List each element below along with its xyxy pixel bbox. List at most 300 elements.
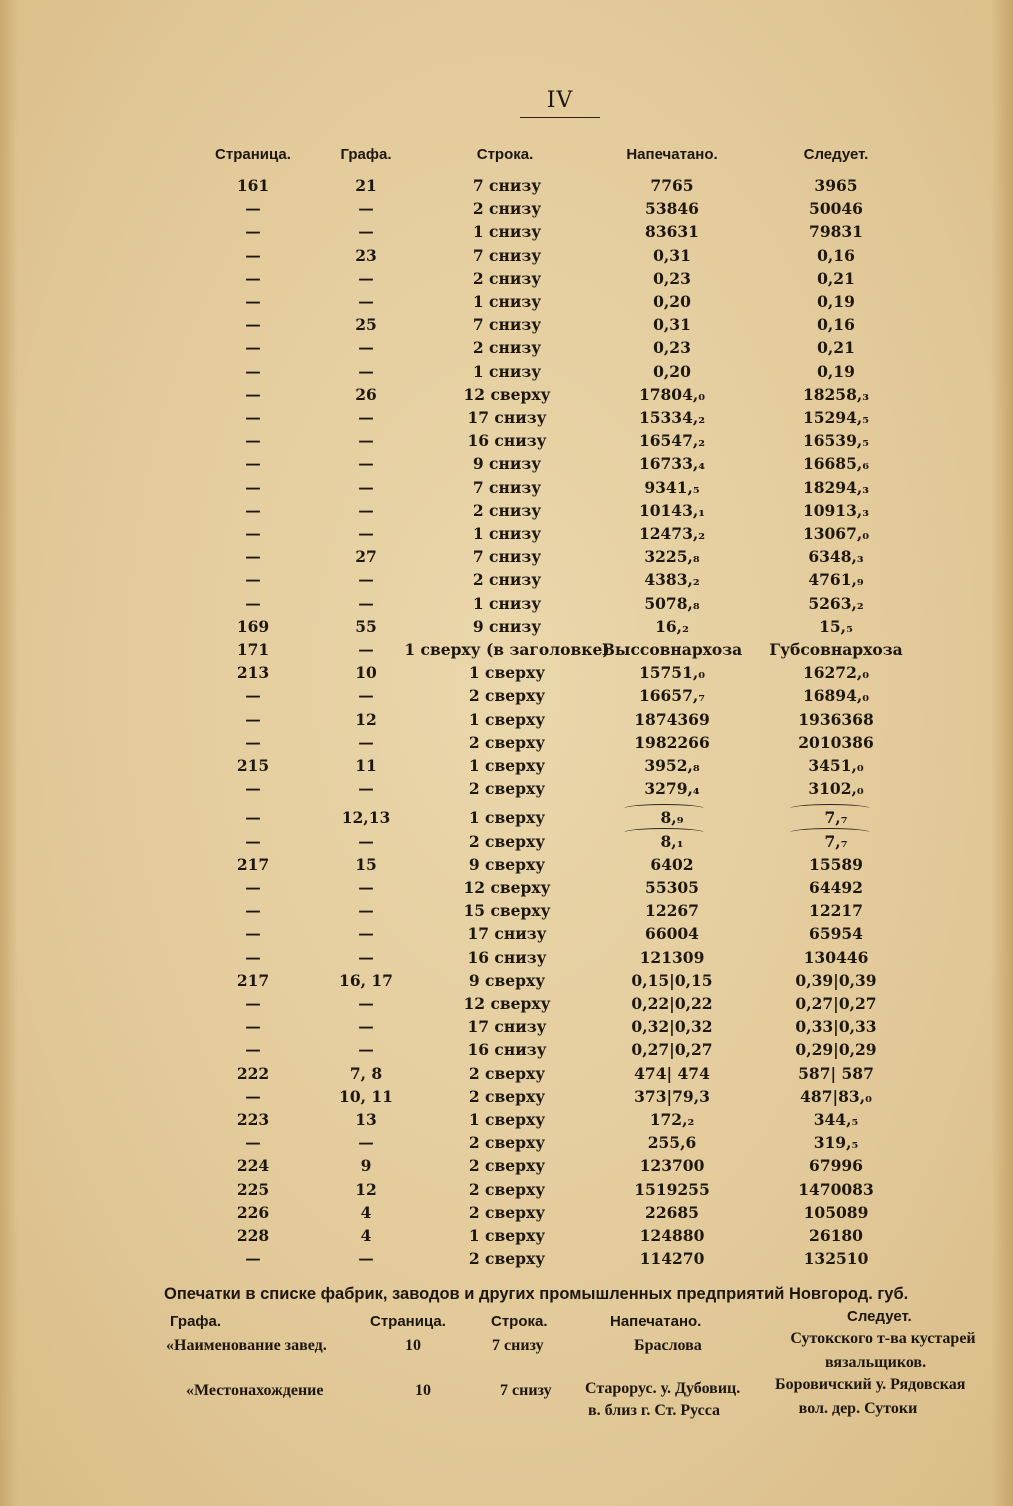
cell-napechatano: 16,₂ <box>655 616 689 636</box>
cell-stranitsa: 226 <box>236 1202 270 1222</box>
section2-header-grafa: Графа. <box>170 1313 222 1330</box>
cell-napechatano: 12473,₂ <box>638 524 706 543</box>
cell-grafa: — <box>358 1040 374 1060</box>
cell-stroka: 7 снизу <box>472 547 542 567</box>
cell-stroka: 12 сверху <box>463 878 551 897</box>
section2-row2-stroka: 7 снизу <box>500 1382 552 1399</box>
table-row <box>0 756 1013 779</box>
section2-row1-sleduet-line1: Сутокского т-ва кустарей <box>790 1330 976 1347</box>
table-row <box>0 594 1013 617</box>
section2-header-stranitsa: Страница. <box>370 1313 446 1330</box>
table-row <box>0 269 1013 292</box>
cell-stroka: 2 сверху <box>468 779 546 799</box>
cell-napechatano: 12267 <box>645 901 699 921</box>
cell-stranitsa: — <box>245 709 261 729</box>
table-row <box>0 640 1013 663</box>
cell-stranitsa: — <box>245 547 261 567</box>
cell-stroka: 1 снизу <box>472 593 542 613</box>
cell-stranitsa: — <box>245 779 261 799</box>
cell-napechatano: 53846 <box>645 199 699 219</box>
cell-stroka: 2 сверху <box>468 1179 546 1199</box>
cell-sleduet: 0,33|0,33 <box>795 1017 877 1037</box>
cell-stranitsa: 217 <box>236 970 270 990</box>
cell-grafa: 9 <box>360 1156 372 1176</box>
cell-stranitsa: — <box>245 315 261 335</box>
cell-stroka: 2 сверху <box>468 831 546 851</box>
table-row <box>0 1133 1013 1156</box>
cell-napechatano: 10143,₁ <box>638 500 706 520</box>
cell-stroka: 2 сверху <box>468 1202 546 1222</box>
cell-napechatano: 15751,₀ <box>638 663 706 683</box>
cell-grafa: — <box>358 924 374 944</box>
cell-grafa: — <box>358 477 374 497</box>
cell-grafa: — <box>358 222 374 242</box>
cell-sleduet: 0,16 <box>817 315 855 335</box>
cell-sleduet: 0,16 <box>817 245 855 265</box>
cell-grafa: 4 <box>360 1202 372 1222</box>
cell-napechatano: Высcовнархоза <box>601 640 743 659</box>
cell-napechatano: 474| 474 <box>634 1063 710 1083</box>
cell-grafa: — <box>358 1017 374 1037</box>
cell-sleduet: 0,21 <box>817 338 855 358</box>
cell-grafa: — <box>358 268 374 288</box>
cell-napechatano: 0,31 <box>653 315 691 335</box>
cell-grafa: — <box>358 640 374 659</box>
cell-grafa: — <box>358 878 374 897</box>
table-row <box>0 1087 1013 1110</box>
table-row <box>0 663 1013 686</box>
cell-napechatano: 3225,₈ <box>644 547 700 567</box>
cell-sleduet: 15294,₅ <box>802 408 870 427</box>
cell-grafa: 16, 17 <box>339 970 393 990</box>
cell-sleduet: 50046 <box>809 199 863 219</box>
cell-napechatano: 172,₂ <box>649 1110 695 1129</box>
brace-mark <box>790 804 870 813</box>
table-row <box>0 246 1013 269</box>
section2-row1-stroka: 7 снизу <box>492 1337 544 1354</box>
section2-title: Опечатки в списке фабрик, заводов и других промышленных предприятий Новгород. губ. <box>164 1285 909 1303</box>
cell-napechatano: 0,31 <box>653 245 691 265</box>
section2-row2-sleduet-line2: вол. дер. Сутоки <box>798 1400 918 1417</box>
cell-stroka: 2 сверху <box>468 686 546 706</box>
cell-sleduet: 105089 <box>803 1202 869 1222</box>
cell-stroka: 1 сверху (в заголовке) <box>404 640 610 659</box>
cell-grafa: — <box>358 947 374 967</box>
cell-stranitsa: — <box>245 361 261 381</box>
cell-sleduet: 130446 <box>803 947 869 967</box>
cell-sleduet: 0,19 <box>817 292 855 311</box>
cell-stroka: 12 сверху <box>463 384 551 404</box>
cell-grafa: — <box>358 779 374 799</box>
section2-header-napechatano: Напечатано. <box>610 1313 702 1330</box>
cell-stranitsa: — <box>245 924 261 944</box>
cell-stranitsa: — <box>245 1040 261 1060</box>
table-row <box>0 617 1013 640</box>
cell-stranitsa: — <box>245 686 261 706</box>
cell-grafa: — <box>358 593 374 613</box>
table-row <box>0 686 1013 709</box>
section2-row2-grafa: «Местонахождение <box>186 1382 324 1399</box>
table-row <box>0 733 1013 756</box>
cell-stroka: 9 снизу <box>472 616 542 636</box>
cell-grafa: 4 <box>360 1226 372 1245</box>
cell-sleduet: 3451,₀ <box>808 756 864 775</box>
section2-row2-napechatano-line2: в. близ г. Ст. Русса <box>588 1402 721 1419</box>
cell-sleduet: 7,₇ <box>824 808 848 828</box>
cell-stroka: 2 сверху <box>468 1133 546 1153</box>
cell-stranitsa: — <box>245 593 261 613</box>
cell-grafa: — <box>358 408 374 427</box>
cell-stroka: 17 снизу <box>467 1017 547 1037</box>
table-row <box>0 1226 1013 1249</box>
header-grafa: Графа. <box>340 146 392 163</box>
cell-sleduet: 1470083 <box>798 1179 874 1199</box>
cell-napechatano: 55305 <box>645 878 699 897</box>
cell-stroka: 1 снизу <box>472 292 542 311</box>
cell-napechatano: 0,23 <box>653 338 691 358</box>
cell-sleduet: 3965 <box>814 176 858 195</box>
cell-napechatano: 0,20 <box>653 361 691 381</box>
table-row <box>0 1203 1013 1226</box>
cell-sleduet: 16272,₀ <box>802 663 870 683</box>
cell-grafa: — <box>358 199 374 219</box>
cell-stroka: 2 сверху <box>468 1063 546 1083</box>
cell-grafa: 23 <box>355 245 377 265</box>
cell-stroka: 1 сверху <box>468 808 546 828</box>
cell-stranitsa: — <box>245 408 261 427</box>
cell-napechatano: 83631 <box>645 222 699 242</box>
table-row <box>0 222 1013 245</box>
table-row <box>0 547 1013 570</box>
header-stranitsa: Страница. <box>215 146 291 163</box>
cell-stroka: 16 снизу <box>467 947 547 967</box>
cell-stroka: 7 снизу <box>472 245 542 265</box>
cell-grafa: — <box>358 338 374 358</box>
cell-stroka: 2 снизу <box>472 199 542 219</box>
cell-sleduet: 6348,₃ <box>808 547 864 567</box>
cell-stranitsa: — <box>245 454 261 474</box>
cell-stranitsa: — <box>245 500 261 520</box>
cell-sleduet: 18258,₃ <box>802 384 870 404</box>
section2-row1-grafa: «Наименование завед. <box>166 1337 327 1354</box>
cell-stranitsa: — <box>245 831 261 851</box>
section2-row1-sleduet-line2: вязальщиков. <box>825 1354 927 1371</box>
cell-stroka: 2 сверху <box>468 732 546 752</box>
cell-napechatano: 22685 <box>645 1202 699 1222</box>
table-row <box>0 385 1013 408</box>
section2-header-sleduet: Следует. <box>847 1308 912 1325</box>
cell-stranitsa: — <box>245 431 261 451</box>
cell-grafa: — <box>358 831 374 851</box>
table-row <box>0 994 1013 1017</box>
cell-napechatano: 114270 <box>639 1249 705 1269</box>
cell-grafa: — <box>358 524 374 543</box>
table-row <box>0 1040 1013 1063</box>
cell-grafa: — <box>358 570 374 590</box>
cell-napechatano: 3279,₄ <box>644 779 700 799</box>
cell-napechatano: 0,20 <box>653 292 691 311</box>
cell-stroka: 7 снизу <box>472 477 542 497</box>
cell-grafa: — <box>358 901 374 921</box>
cell-stranitsa: — <box>245 994 261 1013</box>
cell-sleduet: 0,21 <box>817 268 855 288</box>
cell-stroka: 9 сверху <box>468 854 546 874</box>
cell-sleduet: 319,₅ <box>813 1133 859 1153</box>
cell-stroka: 1 снизу <box>472 361 542 381</box>
cell-grafa: 7, 8 <box>349 1063 383 1083</box>
cell-sleduet: 7,₇ <box>824 831 848 851</box>
table-row <box>0 901 1013 924</box>
cell-stranitsa: 171 <box>236 640 270 659</box>
header-napechatano: Напечатано. <box>626 146 718 163</box>
section2-header-stroka: Строка. <box>491 1313 548 1330</box>
cell-napechatano: 1519255 <box>634 1179 710 1199</box>
table-row <box>0 338 1013 361</box>
cell-napechatano: 4383,₂ <box>644 570 700 590</box>
cell-napechatano: 8,₉ <box>660 808 684 828</box>
table-row <box>0 1017 1013 1040</box>
cell-napechatano: 121309 <box>639 947 705 967</box>
brace-mark <box>624 828 704 837</box>
cell-stroka: 7 снизу <box>472 315 542 335</box>
cell-sleduet: 79831 <box>809 222 863 242</box>
cell-stroka: 1 сверху <box>468 1226 546 1245</box>
table-row <box>0 1180 1013 1203</box>
table-row <box>0 1110 1013 1133</box>
cell-stranitsa: — <box>245 245 261 265</box>
table-row <box>0 948 1013 971</box>
cell-sleduet: 4761,₉ <box>808 570 864 590</box>
cell-sleduet: 16685,₆ <box>802 454 870 474</box>
table-row <box>0 315 1013 338</box>
cell-stranitsa: — <box>245 1086 261 1106</box>
cell-sleduet: 65954 <box>809 924 863 944</box>
cell-sleduet: 5263,₂ <box>808 593 864 613</box>
cell-napechatano: 373|79,3 <box>634 1086 710 1106</box>
section2-row2-stranitsa: 10 <box>415 1382 431 1399</box>
cell-grafa: 26 <box>355 384 377 404</box>
cell-napechatano: 1874369 <box>634 709 710 729</box>
cell-sleduet: 0,19 <box>817 361 855 381</box>
section2-row2-sleduet-line1: Боровичский у. Рядовская <box>775 1376 966 1393</box>
cell-sleduet: 18294,₃ <box>802 477 870 497</box>
cell-sleduet: 587| 587 <box>798 1063 874 1083</box>
table-row <box>0 524 1013 547</box>
cell-grafa: — <box>358 1133 374 1153</box>
cell-stranitsa: — <box>245 292 261 311</box>
cell-stroka: 2 снизу <box>472 570 542 590</box>
cell-sleduet: 1936368 <box>798 709 874 729</box>
cell-grafa: — <box>358 292 374 311</box>
cell-stranitsa: — <box>245 338 261 358</box>
table-row <box>0 176 1013 199</box>
cell-napechatano: 0,15|0,15 <box>631 970 713 990</box>
cell-grafa: 55 <box>355 616 377 636</box>
cell-napechatano: 0,22|0,22 <box>631 994 713 1013</box>
cell-napechatano: 124880 <box>639 1226 705 1245</box>
cell-stroka: 1 сверху <box>468 1110 546 1129</box>
cell-stranitsa: — <box>245 1133 261 1153</box>
brace-mark <box>790 828 870 837</box>
cell-stroka: 2 снизу <box>472 500 542 520</box>
cell-stroka: 2 сверху <box>468 1156 546 1176</box>
cell-napechatano: 17804,₀ <box>638 384 706 404</box>
table-row <box>0 478 1013 501</box>
cell-sleduet: 26180 <box>809 1226 863 1245</box>
cell-stroka: 17 снизу <box>467 408 547 427</box>
cell-stranitsa: 223 <box>236 1110 270 1129</box>
cell-grafa: — <box>358 686 374 706</box>
cell-napechatano: 9341,₅ <box>644 477 700 497</box>
cell-napechatano: 0,32|0,32 <box>631 1017 713 1037</box>
cell-stroka: 1 сверху <box>468 663 546 683</box>
table-row <box>0 1156 1013 1179</box>
cell-stroka: 12 сверху <box>463 994 551 1013</box>
brace-mark <box>624 804 704 813</box>
cell-napechatano: 0,27|0,27 <box>631 1040 713 1060</box>
cell-sleduet: 3102,₀ <box>808 779 864 799</box>
table-row <box>0 454 1013 477</box>
cell-napechatano: 0,23 <box>653 268 691 288</box>
table-row <box>0 878 1013 901</box>
cell-stranitsa: — <box>245 570 261 590</box>
cell-stroka: 1 сверху <box>468 756 546 775</box>
cell-sleduet: 0,39|0,39 <box>795 970 877 990</box>
table-row <box>0 570 1013 593</box>
cell-grafa: 10, 11 <box>339 1086 393 1106</box>
cell-stroka: 16 снизу <box>467 431 547 451</box>
table-row <box>0 855 1013 878</box>
cell-stroka: 9 сверху <box>468 970 546 990</box>
cell-grafa: 12 <box>355 709 377 729</box>
section2-row2-napechatano-line1: Старорус. у. Дубовиц. <box>585 1380 741 1397</box>
cell-sleduet: 132510 <box>803 1249 869 1269</box>
cell-stranitsa: — <box>245 477 261 497</box>
cell-napechatano: 1982266 <box>634 732 710 752</box>
cell-stranitsa: — <box>245 878 261 897</box>
cell-grafa: 10 <box>355 663 377 683</box>
cell-stroka: 2 сверху <box>468 1086 546 1106</box>
cell-grafa: — <box>358 1249 374 1269</box>
cell-stroka: 2 снизу <box>472 338 542 358</box>
cell-stranitsa: 169 <box>236 616 270 636</box>
cell-sleduet: 64492 <box>809 878 863 897</box>
cell-stranitsa: — <box>245 268 261 288</box>
cell-stranitsa: 228 <box>236 1226 270 1245</box>
cell-stroka: 16 снизу <box>467 1040 547 1060</box>
table-row <box>0 1064 1013 1087</box>
cell-sleduet: 12217 <box>809 901 863 921</box>
table-row <box>0 971 1013 994</box>
cell-grafa: — <box>358 454 374 474</box>
table-row <box>0 1249 1013 1272</box>
cell-stranitsa: 213 <box>236 663 270 683</box>
cell-napechatano: 255,6 <box>647 1133 697 1153</box>
cell-stranitsa: — <box>245 199 261 219</box>
cell-grafa: — <box>358 431 374 451</box>
cell-napechatano: 6402 <box>650 854 694 874</box>
cell-stroka: 15 сверху <box>463 901 551 921</box>
cell-grafa: 25 <box>355 315 377 335</box>
cell-stroka: 2 сверху <box>468 1249 546 1269</box>
cell-sleduet: 16539,₅ <box>802 431 870 451</box>
table-row <box>0 408 1013 431</box>
cell-sleduet: 15,₅ <box>819 616 853 636</box>
table-row <box>0 292 1013 315</box>
cell-napechatano: 15334,₂ <box>638 408 706 427</box>
cell-grafa: 12 <box>355 1179 377 1199</box>
cell-grafa: 27 <box>355 547 377 567</box>
table-row <box>0 710 1013 733</box>
cell-grafa: — <box>358 994 374 1013</box>
cell-stranitsa: — <box>245 808 261 828</box>
table-row <box>0 924 1013 947</box>
cell-stroka: 2 снизу <box>472 268 542 288</box>
table-row <box>0 431 1013 454</box>
cell-sleduet: Губсовнархоза <box>769 640 903 659</box>
section2-row1-stranitsa: 10 <box>405 1337 421 1354</box>
cell-napechatano: 5078,₈ <box>644 593 700 613</box>
cell-stranitsa: 222 <box>236 1063 270 1083</box>
cell-stroka: 1 снизу <box>472 222 542 242</box>
cell-stranitsa: — <box>245 524 261 543</box>
cell-sleduet: 0,27|0,27 <box>795 994 877 1013</box>
table-row <box>0 779 1013 802</box>
cell-napechatano: 7765 <box>650 176 694 195</box>
section2-row1-napechatano: Браслова <box>634 1337 702 1354</box>
header-stroka: Строка. <box>476 146 534 163</box>
cell-napechatano: 16657,₇ <box>638 686 706 706</box>
cell-stroka: 1 сверху <box>468 709 546 729</box>
cell-grafa: — <box>358 732 374 752</box>
cell-sleduet: 344,₅ <box>813 1110 859 1129</box>
cell-sleduet: 13067,₀ <box>802 524 870 543</box>
cell-stranitsa: 215 <box>236 756 270 775</box>
cell-stranitsa: 225 <box>236 1179 270 1199</box>
cell-sleduet: 0,29|0,29 <box>795 1040 877 1060</box>
cell-stranitsa: — <box>245 947 261 967</box>
cell-stroka: 7 снизу <box>472 176 542 195</box>
table-row <box>0 199 1013 222</box>
cell-stroka: 9 снизу <box>472 454 542 474</box>
table-row <box>0 362 1013 385</box>
cell-stranitsa: 224 <box>236 1156 270 1176</box>
cell-grafa: 13 <box>355 1110 377 1129</box>
cell-grafa: 15 <box>355 854 377 874</box>
cell-sleduet: 67996 <box>809 1156 863 1176</box>
cell-stranitsa: — <box>245 1249 261 1269</box>
cell-grafa: 21 <box>355 176 377 195</box>
cell-napechatano: 123700 <box>639 1156 705 1176</box>
cell-stranitsa: — <box>245 732 261 752</box>
cell-napechatano: 8,₁ <box>660 831 684 851</box>
cell-sleduet: 16894,₀ <box>802 686 870 706</box>
cell-sleduet: 2010386 <box>798 732 874 752</box>
cell-sleduet: 487|83,₀ <box>800 1086 872 1106</box>
cell-stroka: 1 снизу <box>472 524 542 543</box>
cell-sleduet: 10913,₃ <box>802 500 870 520</box>
header-sleduet: Следует. <box>803 146 869 163</box>
cell-napechatano: 16547,₂ <box>638 431 706 451</box>
table-row <box>0 501 1013 524</box>
cell-stroka: 17 снизу <box>467 924 547 944</box>
cell-sleduet: 15589 <box>809 854 863 874</box>
cell-stranitsa: — <box>245 222 261 242</box>
cell-grafa: — <box>358 500 374 520</box>
cell-stranitsa: 161 <box>236 176 270 195</box>
cell-napechatano: 16733,₄ <box>638 454 706 474</box>
cell-stranitsa: — <box>245 901 261 921</box>
